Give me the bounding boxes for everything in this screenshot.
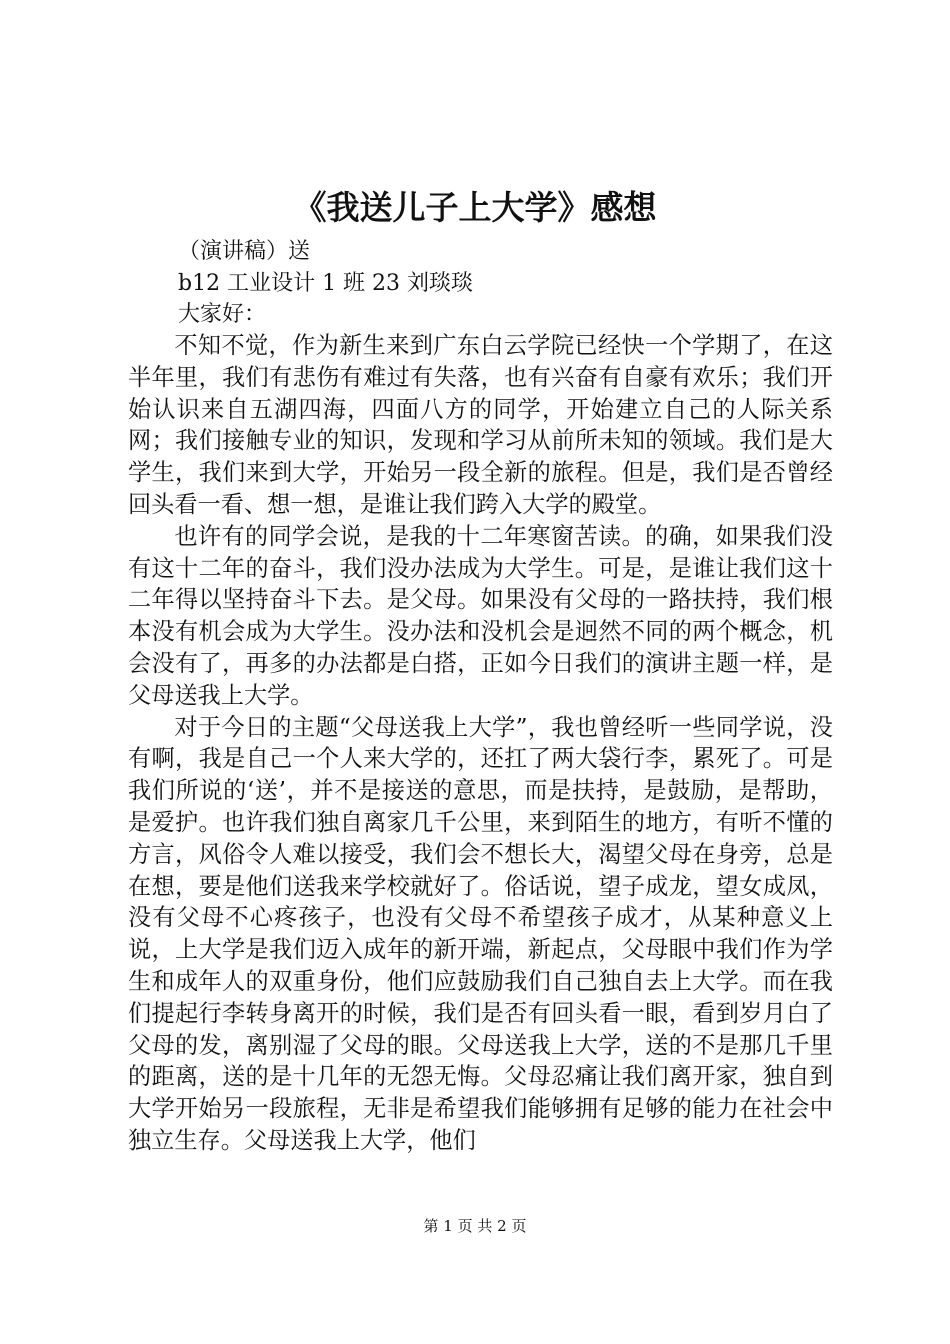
document-title: 《我送儿子上大学》感想 bbox=[293, 188, 657, 227]
page-footer: 第 1 页 共 2 页 bbox=[423, 1217, 527, 1235]
document-body bbox=[128, 330, 833, 1157]
author-line: b12 工业设计 1 班 23 刘琰琰 bbox=[178, 271, 474, 296]
greeting: 大家好： bbox=[178, 302, 267, 327]
paragraph-1: 不知不觉，作为新生来到广东白云学院已经快一个学期了，在这半年里，我们有悲伤有难过有失落，也有兴奋有自豪有欢乐；我们开始认识来自五湖四海，四面八方的同学，开始建立自己的人际关系网；我们接触专业的知识，发现和学习从前所未知的领域。我们是大学生，我们来到大学，开始另一段全新的旅程。但是，我们是否曾经回头看一看、想一想，是谁让我们跨入大学的殿堂。 bbox=[128, 332, 833, 518]
document-subtitle: （演讲稿）送 bbox=[178, 239, 311, 264]
paragraph-3: 对于今日的主题“父母送我上大学”，我也曾经听一些同学说，没有啊，我是自己一个人来大学的，还扛了两大袋行李，累死了。可是我们所说的‘送’，并不是接送的意思，而是扶持，是鼓励，是帮助，是爱护。也许我们独自离家几千公里，来到陌生的地方，有听不懂的方言，风俗令人难以接受，我们会不想长大，渴望父母在身旁，总是在想，要是他们送我来学校就好了。俗话说，望子成龙，望女成凤，没有父母不心疼孩子，也没有父母不希望孩子成才，从某种意义上说，上大学是我们迈入成年的新开端，新起点，父母眼中我们作为学生和成年人的双重身份，他们应鼓励我们自己独自去上大学。而在我们提起行李转身离开的时候，我们是否有回头看一眼，看到岁月白了父母的发，离别湿了父母的眼。父母送我上大学，送的不是那几千里的距离，送的是十几年的无怨无悔。父母忍痛让我们离开家，独自到大学开始另一段旅程，无非是希望我们能够拥有足够的能力在社会中独立生存。父母送我上大学，他们 bbox=[128, 713, 833, 1154]
paragraph-2: 也许有的同学会说，是我的十二年寒窗苦读。的确，如果我们没有这十二年的奋斗，我们没办法成为大学生。可是，是谁让我们这十二年得以坚持奋斗下去。是父母。如果没有父母的一路扶持，我们根本没有机会成为大学生。没办法和没机会是迥然不同的两个概念，机会没有了，再多的办法都是白搭，正如今日我们的演讲主题一样，是父母送我上大学。 bbox=[128, 522, 833, 709]
